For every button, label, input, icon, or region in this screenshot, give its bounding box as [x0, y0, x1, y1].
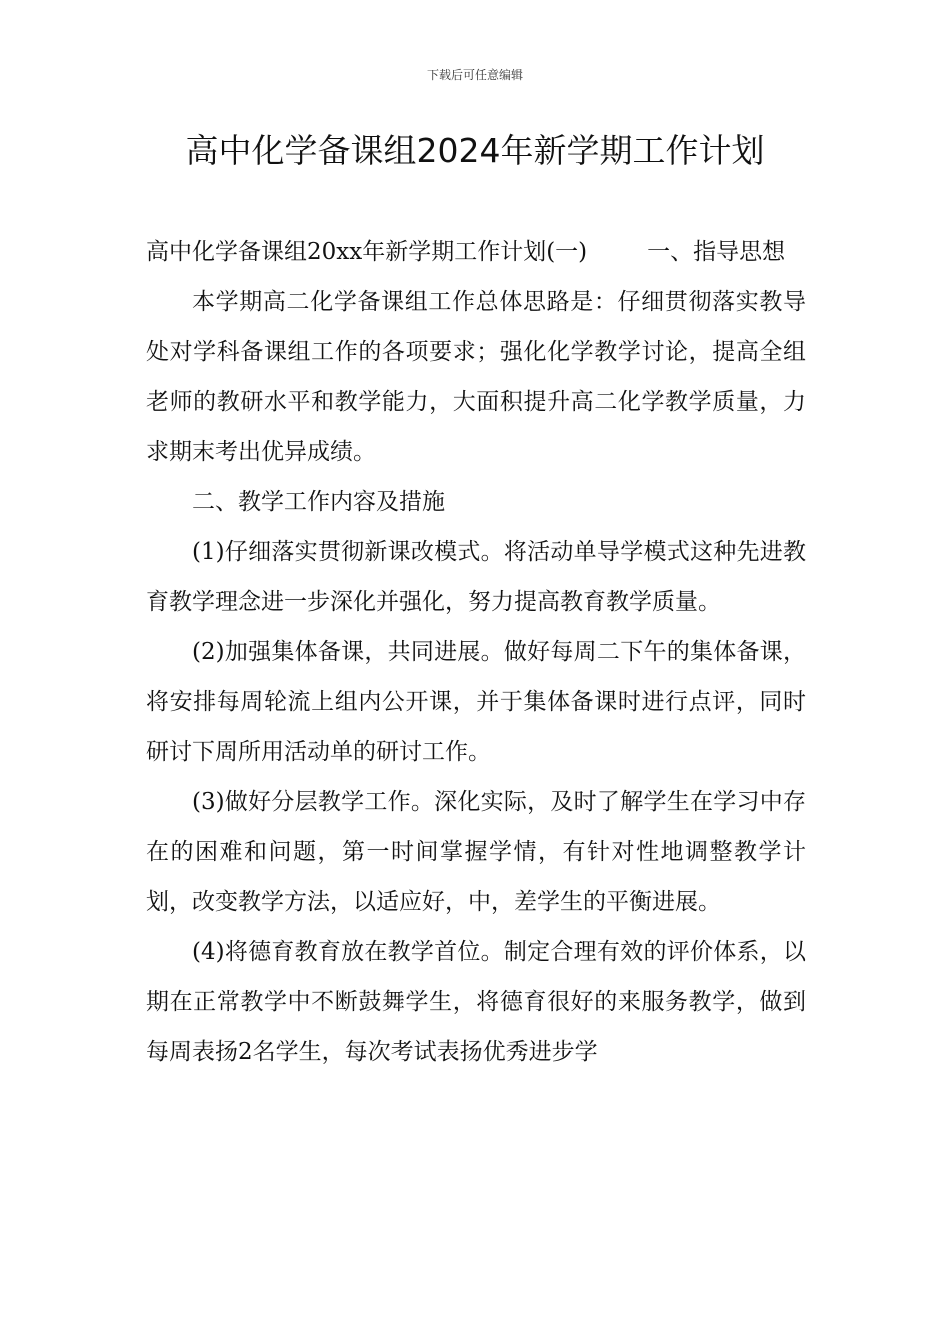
paragraph-item-3: (3)做好分层教学工作。深化实际，及时了解学生在学习中存在的困难和问题，第一时间掌握学情，有针对性地调整教学计划，改变教学方法，以适应好，中，差学生的平衡进展。 — [146, 789, 806, 915]
paragraph-item-2: (2)加强集体备课，共同进展。做好每周二下午的集体备课，将安排每周轮流上组内公开课，并于集体备课时进行点评，同时研讨下周所用活动单的研讨工作。 — [146, 639, 806, 765]
document-title: 高中化学备课组2024年新学期工作计划 — [185, 131, 765, 170]
section-heading-2: 二、教学工作内容及措施 — [192, 489, 445, 515]
paragraph-intro-heading — [146, 227, 806, 277]
section-heading-1: 一、指导思想 — [647, 239, 786, 265]
paragraph-overview: 本学期高二化学备课组工作总体思路是：仔细贯彻落实教导处对学科备课组工作的各项要求；强化化学教学讨论，提高全组老师的教研水平和教学能力，大面积提升高二化学教学质量，力求期末考出优异成绩。 — [146, 289, 806, 465]
paragraph-item-4: (4)将德育教育放在教学首位。制定合理有效的评价体系，以期在正常教学中不断鼓舞学生，将德育很好的来服务教学，做到每周表扬2名学生，每次考试表扬优秀进步学 — [146, 939, 806, 1065]
header-note: 下载后可任意编辑 — [426, 68, 523, 82]
plan-subtitle: 高中化学备课组20xx年新学期工作计划(一) — [146, 239, 588, 265]
paragraph-item-1: (1)仔细落实贯彻新课改模式。将活动单导学模式这种先进教育教学理念进一步深化并强化，努力提高教育教学质量。 — [146, 539, 806, 615]
document-body — [146, 227, 806, 1077]
